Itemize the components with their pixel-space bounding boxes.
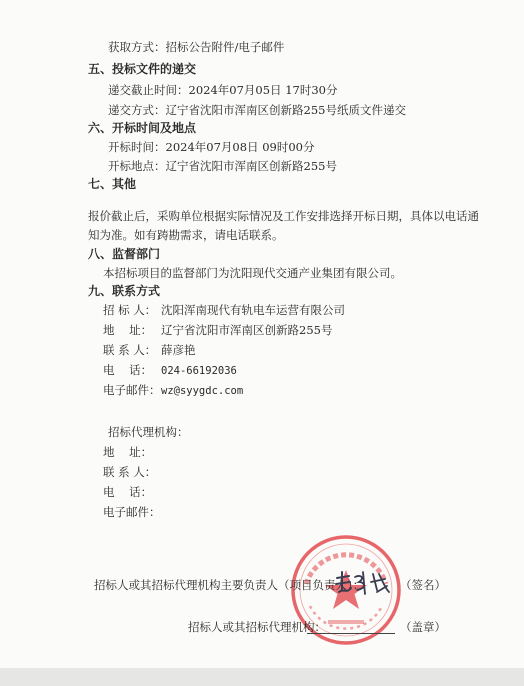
page-bottom-margin: [0, 668, 524, 686]
opening-place: 开标地点：辽宁省沈阳市浑南区创新路255号: [108, 159, 337, 173]
contact-person: [103, 343, 196, 358]
org-seal-underline: [307, 633, 395, 634]
contact-address: [103, 323, 332, 338]
contact-phone: [103, 363, 237, 379]
phone-value: 024-66192036: [161, 365, 237, 377]
section-9-title: 九、联系方式: [88, 284, 161, 298]
submit-method: 递交方式：辽宁省沈阳市浑南区创新路255号纸质文件递交: [108, 103, 406, 117]
handwritten-signature: [333, 568, 393, 598]
contact-email: [103, 383, 243, 399]
org-line-label: 招标人或其招标代理机构：: [188, 620, 326, 634]
address-value: 辽宁省沈阳市浑南区创新路255号: [161, 323, 333, 337]
seal-suffix: （盖章）: [400, 620, 446, 634]
acquire-method: 获取方式：招标公告附件/电子邮件: [108, 40, 285, 54]
contact-tenderer: [103, 303, 345, 318]
person-value: 薛彦艳: [161, 343, 196, 357]
responsible-person-line: [94, 578, 364, 593]
address-label: 地 址：: [103, 323, 153, 337]
agency-title: 招标代理机构：: [108, 425, 189, 439]
tenderer-value: 沈阳浑南现代有轨电车运营有限公司: [161, 303, 345, 317]
submit-deadline: 递交截止时间：2024年07月05日 17时30分: [108, 83, 338, 97]
phone-label: 电 话：: [103, 363, 153, 377]
agency-person-label: 联 系 人：: [103, 465, 157, 479]
email-value: wz@syygdc.com: [161, 385, 244, 397]
tenderer-label: 招 标 人：: [103, 303, 157, 317]
supervision-text: 本招标项目的监督部门为沈阳现代交通产业集团有限公司。: [103, 266, 402, 280]
responsible-label: 招标人或其招标代理机构主要负责人（项目负责人）：: [94, 578, 365, 592]
section-7-title: 七、其他: [88, 177, 137, 191]
sign-suffix: （签名）: [400, 578, 446, 592]
person-label: 联 系 人：: [103, 343, 157, 357]
section-8-title: 八、监督部门: [88, 247, 161, 261]
opening-time: 开标时间：2024年07月08日 09时00分: [108, 140, 315, 154]
agency-email-label: 电子邮件：: [103, 505, 161, 519]
other-paragraph-line-1: 报价截止后，采购单位根据实际情况及工作安排选择开标日期，具体以电话通: [88, 209, 479, 223]
email-label: 电子邮件：: [103, 383, 161, 397]
other-paragraph-line-2: 知为准。如有踌勘需求，请电话联系。: [88, 228, 284, 242]
section-6-title: 六、开标时间及地点: [88, 121, 197, 135]
agency-address-label: 地 址：: [103, 445, 153, 459]
agency-phone-label: 电 话：: [103, 485, 153, 499]
section-5-title: 五、投标文件的递交: [88, 62, 197, 76]
